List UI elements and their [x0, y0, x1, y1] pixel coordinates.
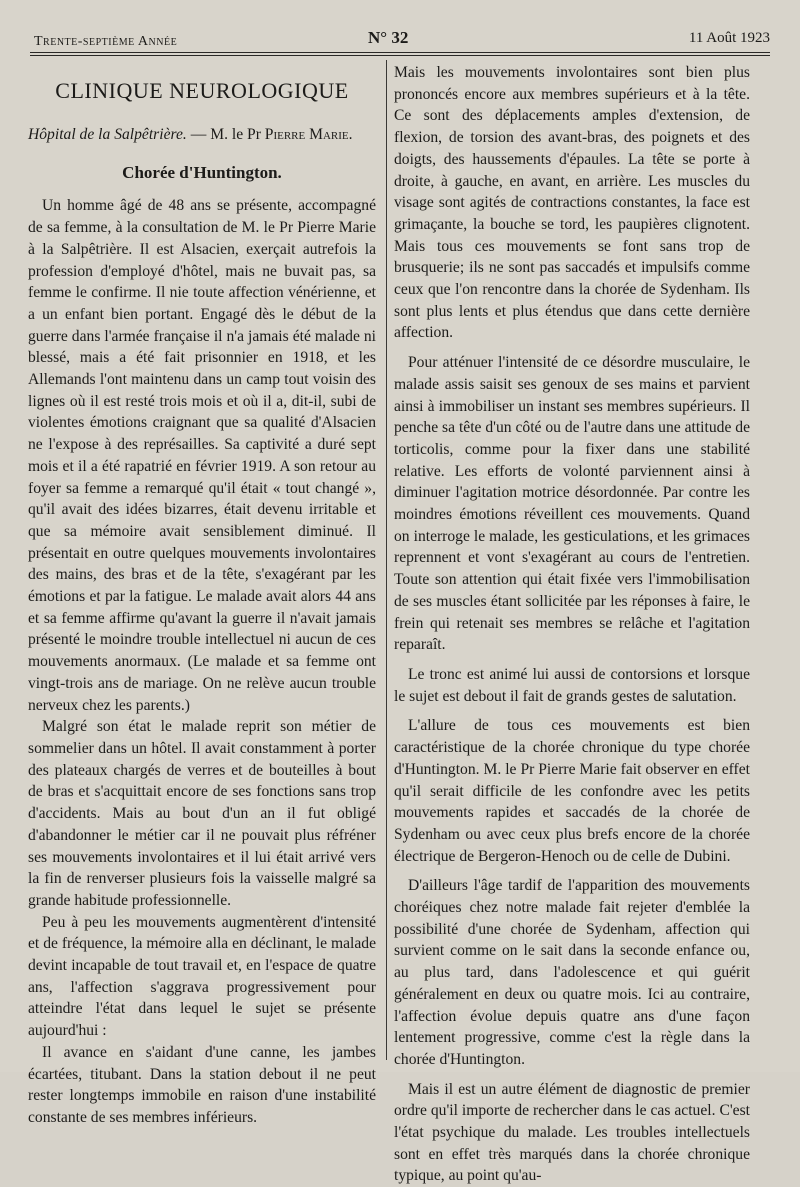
column-divider	[386, 60, 387, 1060]
right-column	[394, 62, 750, 1187]
paragraph: Peu à peu les mouvements augmentèrent d'intensité et de fréquence, la mémoire alla en déclinant, le malade devint incapable de tout travail et, en l'espace de quatre ans, l'affection s'aggrava progressivement pour atteindre l'état dans lequel le sujet se présente aujourd'hui :	[28, 913, 376, 1040]
paragraph: Un homme âgé de 48 ans se présente, accompagné de sa femme, à la consultation de M. le Pr Pierre Marie à la Salpêtrière. Il est Alsacien, exerçait autrefois la profession d'employé d'hôtel, mais ne buvait pas, sa femme le confirme. Il nie toute affection vénérienne, et a un enfant bien portant. Engagé dès le début de la guerre dans l'armée française il n'a jamais été malade ni blessé, mais a été fait prisonnier en 1918, et les Allemands l'ont maintenu dans un camp tout voisin des lignes où il est resté trois mois et où il a, dit-il, subi de violentes émotions craignant que sa qualité d'Alsacien ne l'expose à des représailles. Sa captivité a duré sept mois et il a été rapatrié en février 1919. A son retour au foyer sa femme a remarqué qu'il était « tout changé », qu'il avait des idées bizarres, était devenu irritable et que sa mémoire avait sensiblement diminué. Il présentait en outre quelques mouvements involontaires des mains, des bras et de la tête, s'exagérant par les émotions et par la fatigue. Le malade avait alors 44 ans et sa femme affirme qu'avant la guerre il n'avait jamais présenté le moindre trouble intellectuel ni aucun de ces mouvements anormaux. (Le malade et sa femme ont vingt-trois ans de mariage. On ne relève aucun trouble nerveux chez les parents.)	[28, 197, 376, 714]
article-title: CLINIQUE NEUROLOGIQUE	[55, 78, 349, 103]
article-byline	[28, 124, 376, 146]
paragraph: Il avance en s'aidant d'une canne, les jambes écartées, titubant. Dans la station debout il ne peut rester longtemps immobile en raison d'une instabilité constante de ses membres inférieurs.	[28, 1043, 376, 1126]
header-rule-bottom	[30, 55, 770, 56]
article-subtitle: Chorée d'Huntington.	[122, 162, 282, 182]
paragraph: Mais les mouvements involontaires sont bien plus prononcés encore aux membres supérieurs et à la tête. Ce sont des déplacements amples d'extension, de flexion, de torsion des avant-bras, des poignets et des doigts, des haussements d'épaules. La tête se porte à droite, à gauche, en avant, en arrière. Les muscles du visage sont agités de contractions constantes, la face est grimaçante, la bouche se tord, les paupières clignotent. Mais tous ces mouvements se font sans trop de brusquerie; ils ne sont pas saccadés et impulsifs comme ceux que l'on rencontre dans la chorée de Sydenham. Ils sont plus lents et plus étendus que dans cette dernière affection.	[394, 64, 750, 342]
byline-prefix: — M. le Pr	[186, 126, 265, 143]
paragraph: Malgré son état le malade reprit son métier de sommelier dans un hôtel. Il avait constamment à porter des plateaux chargés de verres et de bouteilles à bout de bras et s'acquittait encore de ses fonctions sans trop d'accidents. Mais au bout d'un an il fut obligé d'abandonner le métier car il ne pouvait plus réfréner ses mouvements involontaires et il lui était arrivé vers la fin de renverser plusieurs fois la vaisselle malgré sa grande habitude professionnelle.	[28, 718, 376, 909]
running-header	[30, 26, 770, 54]
paragraph: Le tronc est animé lui aussi de contorsions et lorsque le sujet est debout il fait de grands gestes de salutation.	[394, 665, 750, 705]
paragraph: Mais il est un autre élément de diagnostic de premier ordre qu'il importe de rechercher dans le cas actuel. C'est l'état psychique du malade. Les troubles intellectuels sont en effet très marqués dans la chorée chronique typique, au point qu'au-	[394, 1080, 750, 1185]
paragraph: D'ailleurs l'âge tardif de l'apparition des mouvements choréiques chez notre malade fait rejeter d'emblée la possibilité d'une chorée de Sydenham, affection qui survient comme on le sait dans la seconde enfance ou, au plus tard, dans l'adolescence et qui guérit généralement en deux ou quatre mois. Ici au contraire, l'affection évolue depuis quatre ans d'une façon lentement progressive, comme c'est la règle dans la chorée d'Huntington.	[394, 877, 750, 1068]
paragraph: L'allure de tous ces mouvements est bien caractéristique de la chorée chronique du type chorée d'Huntington. M. le Pr Pierre Marie fait observer en effet qu'il serait difficile de les confondre avec les petits mouvements rapides et saccadés de la chorée de Sydenham ou avec ceux plus brefs encore de la chorée électrique de Bergeron-Henoch ou de celle de Dubini.	[394, 717, 750, 865]
left-column	[28, 62, 376, 1129]
header-issue-number: N° 32	[368, 28, 409, 47]
header-year: Trente-septième Année	[34, 34, 178, 49]
paragraph: Pour atténuer l'intensité de ce désordre musculaire, le malade assis saisit ses genoux de ses mains et parvient ainsi à immobiliser un instant ses membres supérieurs. Il penche sa tête d'un côté ou de l'autre dans une attitude de torticolis, comme pour la fixer dans une stabilité relative. Les efforts de volonté parviennent ainsi à diminuer l'agitation motrice désordonnée. Par contre les moindres émotions réveillent ces mouvements. Quand on interroge le malade, les gesticulations, et les grimaces reprennent et vont s'exagérant au cours de l'entretien. Toute son attention qui était fixée vers l'immobilisation de ses muscles étant sollicitée par les réponses à faire, le frein qui retenait ses membres se relâche et l'agitation reparaît.	[394, 354, 750, 654]
header-date: 11 Août 1923	[688, 30, 770, 46]
byline-author: Pierre Marie.	[264, 126, 353, 143]
header-rule-top	[30, 52, 770, 53]
byline-hospital: Hôpital de la Salpêtrière.	[28, 126, 187, 143]
